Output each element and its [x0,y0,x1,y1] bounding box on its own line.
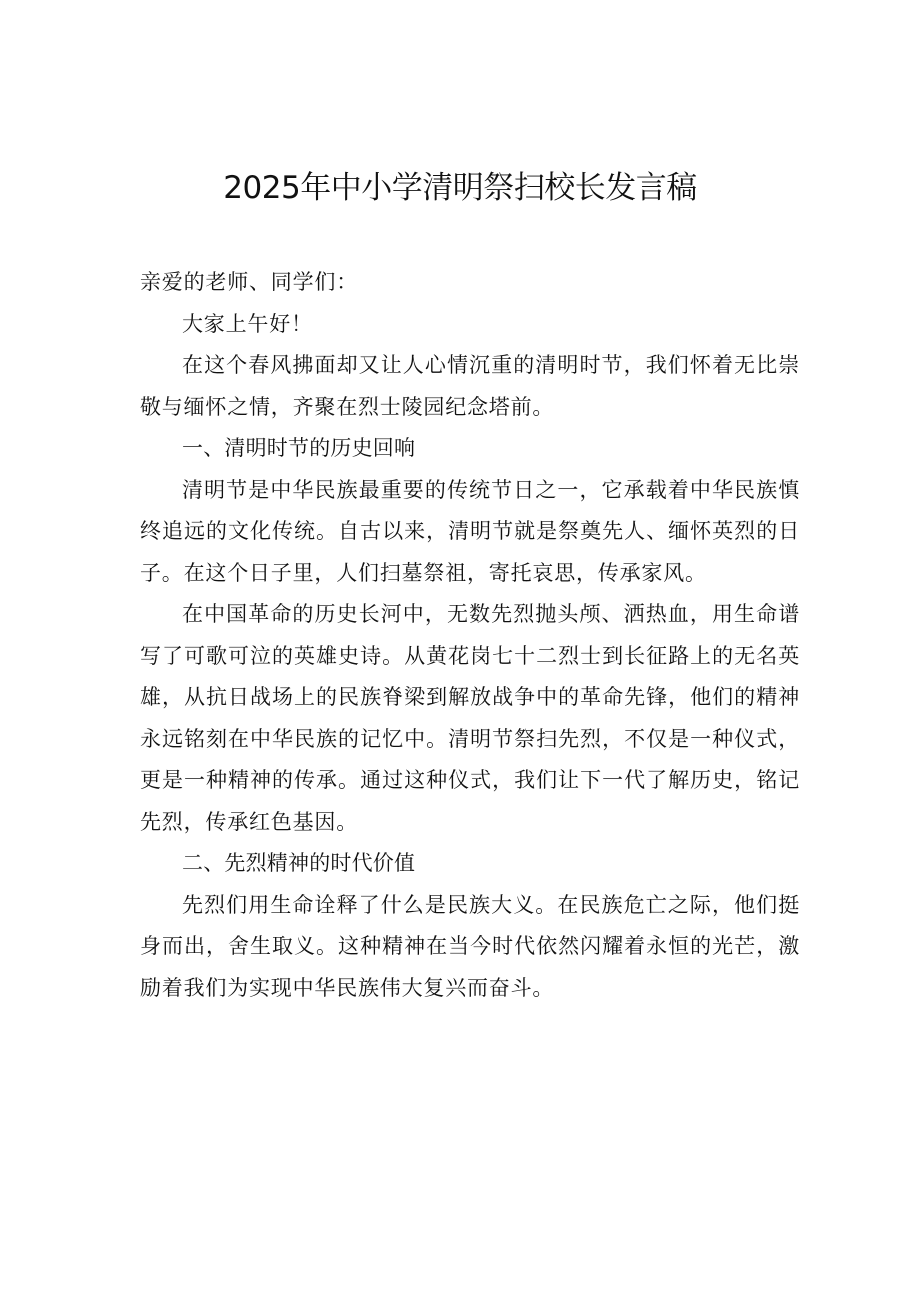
intro-paragraph: 在这个春风拂面却又让人心情沉重的清明时节，我们怀着无比崇敬与缅怀之情，齐聚在烈士陵园纪念塔前。 [140,353,800,419]
greeting: 大家上午好！ [182,311,313,336]
document-body [140,262,800,1009]
document-title: 2025年中小学清明祭扫校长发言稿 [223,170,697,206]
section-heading: 一、清明时节的历史回响 [182,436,416,460]
body-paragraph: 先烈们用生命诠释了什么是民族大义。在民族危亡之际，他们挺身而出，舍生取义。这种精神在当今时代依然闪耀着永恒的光芒，激励着我们为实现中华民族伟大复兴而奋斗。 [140,892,800,1000]
body-paragraph: 清明节是中华民族最重要的传统节日之一，它承载着中华民族慎终追远的文化传统。自古以来，清明节就是祭奠先人、缅怀英烈的日子。在这个日子里，人们扫墓祭祖，寄托哀思，传承家风。 [140,477,800,585]
section-heading: 二、先烈精神的时代价值 [182,851,416,875]
body-paragraph: 在中国革命的历史长河中，无数先烈抛头颅、洒热血，用生命谱写了可歌可泣的英雄史诗。从黄花岗七十二烈士到长征路上的无名英雄，从抗日战场上的民族脊梁到解放战争中的革命先锋，他们的精神永远铭刻在中华民族的记忆中。清明节祭扫先烈，不仅是一种仪式，更是一种精神的传承。通过这种仪式，我们让下一代了解历史，铭记先烈，传承红色基因。 [140,602,800,834]
salutation: 亲爱的老师、同学们： [140,270,358,294]
